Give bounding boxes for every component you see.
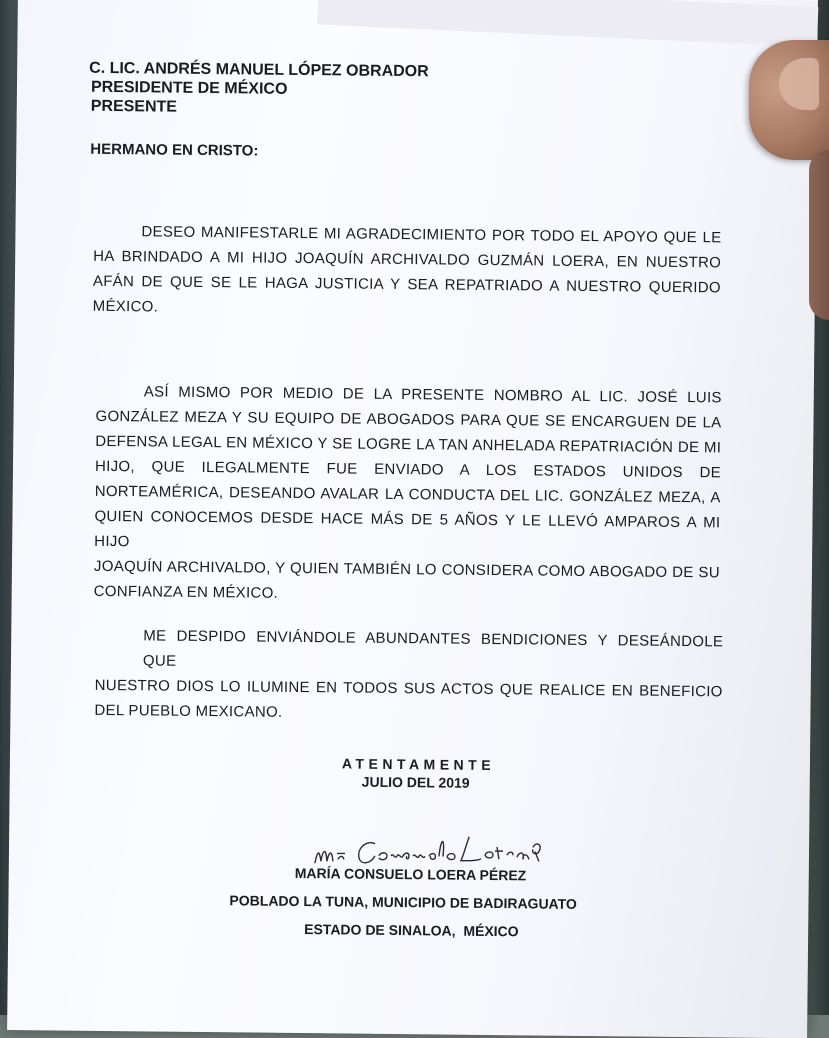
paper-edge: [317, 0, 818, 47]
closing: ATENTAMENTE: [341, 755, 496, 774]
paragraph-1-line: MÉXICO.: [92, 297, 159, 316]
paragraph-2: [94, 379, 722, 611]
addressee-line-1: C. LIC. ANDRÉS MANUEL LÓPEZ OBRADOR: [89, 59, 429, 81]
paragraph-2-line: CONFIANZA EN MÉXICO.: [93, 582, 279, 602]
addressee-line-3: PRESENTE: [90, 97, 178, 116]
paragraph-2-line: ASÍ MISMO POR MEDIO DE LA PRESENTE NOMBRO AL LIC. JOSÉ LUIS: [143, 383, 722, 407]
salutation: HERMANO EN CRISTO:: [90, 140, 259, 160]
paragraph-2-line: QUIEN CONOCEMOS DESDE HACE MÁS DE 5 AÑOS Y LE LLEVÓ AMPAROS A MI HIJO: [94, 507, 721, 551]
letter-paper: [7, 0, 818, 1038]
paragraph-1-line: AFÁN DE QUE SE LE HAGA JUSTICIA Y SEA REPATRIADO A NUESTRO QUERIDO: [92, 272, 722, 297]
signer-location-2: ESTADO DE SINALOA, MÉXICO: [304, 921, 519, 940]
finger: [809, 150, 829, 320]
addressee-line-2: PRESIDENTE DE MÉXICO: [90, 78, 288, 98]
paragraph-2-line: GONZÁLEZ MEZA Y SU EQUIPO DE ABOGADOS PARA QUE SE ENCARGUEN DE LA: [95, 407, 722, 432]
paragraph-3-line: ME DESPIDO ENVIÁNDOLE ABUNDANTES BENDICIONES Y DESEÁNDOLE QUE: [142, 627, 724, 670]
paragraph-2-line: NORTEAMÉRICA, DESEANDO AVALAR LA CONDUCTA DEL LIC. GONZÁLEZ MEZA, A: [94, 482, 721, 507]
paragraph-3-line: NUESTRO DIOS LO ILUMINE EN TODOS SUS ACTOS QUE REALICE EN BENEFICIO: [94, 676, 723, 701]
paragraph-1-line: HA BRINDADO A MI HIJO JOAQUÍN ARCHIVALDO GUZMÁN LOERA, EN NUESTRO: [93, 247, 722, 272]
date: JULIO DEL 2019: [361, 773, 470, 791]
paragraph-2-line: DEFENSA LEGAL EN MÉXICO Y SE LOGRE LA TAN ANHELADA REPATRIACIÓN DE MI: [95, 432, 722, 457]
signer-name: MARÍA CONSUELO LOERA PÉREZ: [294, 864, 527, 884]
paragraph-1: [93, 219, 722, 326]
paragraph-3: [94, 623, 723, 730]
paragraph-1-line: DESEO MANIFESTARLE MI AGRADECIMIENTO POR TODO EL APOYO QUE LE: [141, 223, 722, 247]
signer-location-1: POBLADO LA TUNA, MUNICIPIO DE BADIRAGUATO: [229, 892, 577, 912]
paragraph-2-line: HIJO, QUE ILEGALMENTE FUE ENVIADO A LOS ESTADOS UNIDOS DE: [94, 457, 722, 482]
paragraph-2-line: JOAQUÍN ARCHIVALDO, Y QUIEN TAMBIÉN LO CONSIDERA COMO ABOGADO DE SU: [93, 557, 721, 582]
paragraph-3-line: DEL PUEBLO MEXICANO.: [94, 701, 283, 721]
